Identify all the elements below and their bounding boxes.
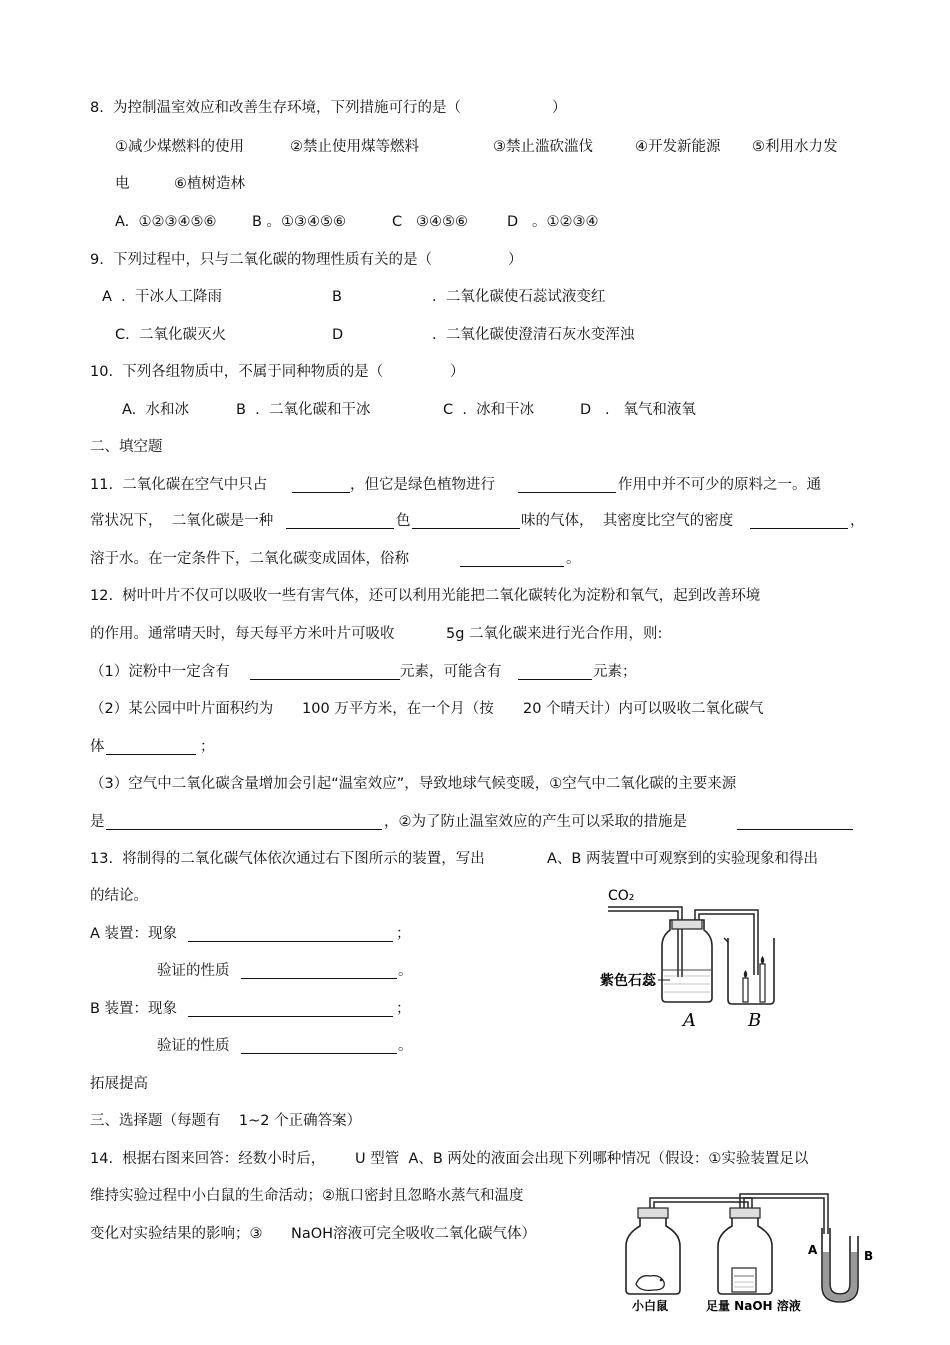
q13-b-property-blank[interactable]: [241, 1039, 397, 1054]
co2-label: CO₂: [608, 888, 635, 904]
q8-option-c: C ③④⑤⑥: [392, 214, 468, 230]
q8-measure-2: ②禁止使用煤等燃料: [290, 139, 419, 155]
apparatus-a-label: A: [683, 1010, 696, 1030]
q8-stem: 8. 为控制温室效应和改善生存环境，下列措施可行的是（: [90, 100, 462, 116]
q14-line-3b: NaOH溶液可完全吸收二氧化碳气体）: [291, 1226, 537, 1242]
mouse-label: 小白鼠: [632, 1299, 669, 1313]
q12-sub1-a: （1）淀粉中一定含有: [90, 664, 230, 680]
q9-option-d-text: . 二氧化碳使澄清石灰水变浑浊: [432, 327, 635, 343]
q10-option-b: B . 二氧化碳和干冰: [236, 402, 371, 418]
apparatus-b-label: B: [748, 1010, 762, 1030]
q14-line-3a: 变化对实验结果的影响；③: [90, 1226, 263, 1242]
q12-line-2a: 的作用。通常晴天时，每天每平方米叶片可吸收: [90, 626, 395, 642]
q12-line-2b: 5g 二氧化碳来进行光合作用，则:: [446, 626, 663, 642]
q12-sub3-c: ，②为了防止温室效应的产生可以采取的措施是: [384, 814, 687, 830]
q14-apparatus-figure: [610, 1186, 890, 1316]
section-3-heading: 三、选择题（每题有 1~2 个正确答案）: [90, 1113, 362, 1129]
q12-sub3-b: 是: [90, 814, 105, 830]
q10-option-a: A. 水和冰: [122, 402, 189, 418]
q9-option-b-letter: B: [332, 289, 342, 305]
u-tube-a-label: A: [808, 1243, 818, 1257]
q9-option-b-text: . 二氧化碳使石蕊试液变红: [432, 289, 606, 305]
q12-blank-2[interactable]: [518, 665, 592, 680]
q11-part-6: 味的气体， 其密度比空气的密度: [521, 513, 734, 529]
q12-sub1-b: 元素，可能含有: [400, 664, 502, 680]
q11-blank-4[interactable]: [412, 514, 520, 529]
q11-blank-6[interactable]: [460, 552, 564, 567]
q9-option-c: C. 二氧化碳灭火: [115, 327, 226, 343]
q11-part-3: 作用中并不可少的原料之一。通: [618, 477, 821, 493]
q13-a-period: 。: [398, 963, 413, 979]
q8-measure-6: ⑥植树造林: [174, 176, 245, 192]
section-2-heading: 二、填空题: [90, 439, 163, 455]
q12-sub3-a: （3）空气中二氧化碳含量增加会引起“温室效应”，导致地球气候变暖，①空气中二氧化碳的主要来源: [90, 776, 737, 792]
q9-option-d-letter: D: [332, 327, 344, 343]
q10-paren-close: ）: [450, 364, 465, 380]
q8-paren-close: ）: [552, 100, 567, 116]
q8-measure-1: ①减少煤燃料的使用: [115, 139, 244, 155]
q13-a-phenomenon-blank[interactable]: [188, 927, 393, 942]
q13-line-1b: A、B 两装置中可观察到的实验现象和得出: [547, 851, 818, 867]
q10-option-c: C . 冰和干冰: [443, 402, 535, 418]
q11-part-7: ，: [850, 513, 865, 529]
q11-part-9: 。: [566, 551, 581, 567]
q12-sub2-a: （2）某公园中叶片面积约为: [90, 701, 274, 717]
q13-b-phenomenon-blank[interactable]: [188, 1002, 393, 1017]
q13-line-1a: 13. 将制得的二氧化碳气体依次通过右下图所示的装置，写出: [90, 851, 485, 867]
q8-option-d: D 。①②③④: [507, 214, 599, 230]
q14-line-1a: 14. 根据右图来回答：经数小时后，: [90, 1151, 326, 1167]
q9-stem: 9. 下列过程中，只与二氧化碳的物理性质有关的是（: [90, 252, 433, 268]
q13-b-semicolon: ；: [396, 1001, 411, 1017]
q13-a-semicolon: ；: [396, 926, 411, 942]
q13-b-property-label: 验证的性质: [157, 1038, 230, 1054]
q11-blank-3[interactable]: [286, 514, 394, 529]
q13-a-phenomenon-label: A 装置：现象: [90, 926, 178, 942]
naoh-label: 足量 NaOH 溶液: [706, 1299, 801, 1313]
q8-measure-4: ④开发新能源: [635, 139, 721, 155]
q11-part-2: ，但它是绿色植物进行: [350, 477, 495, 493]
extend-heading: 拓展提高: [90, 1076, 148, 1092]
q12-sub1-c: 元素；: [593, 664, 637, 680]
q11-part-1: 11. 二氧化碳在空气中只占: [90, 477, 268, 493]
q11-part-8: 溶于水。在一定条件下，二氧化碳变成固体，俗称: [90, 551, 409, 567]
q14-line-2: 维持实验过程中小白鼠的生命活动；②瓶口密封且忽略水蒸气和温度: [90, 1188, 524, 1204]
q12-blank-4[interactable]: [106, 815, 382, 830]
q8-option-a: A. ①②③④⑤⑥: [115, 214, 217, 230]
q11-blank-2[interactable]: [518, 478, 616, 493]
q12-sub2-e: ；: [200, 739, 215, 755]
q11-part-4: 常状况下， 二氧化碳是一种: [90, 513, 274, 529]
q13-apparatus-figure: [600, 880, 790, 1030]
q12-blank-5[interactable]: [737, 815, 853, 830]
q12-blank-3[interactable]: [106, 740, 196, 755]
q13-b-period: 。: [398, 1038, 413, 1054]
q10-option-d: D . 氧气和液氧: [580, 402, 696, 418]
q9-paren-close: ）: [508, 252, 523, 268]
q8-measure-3: ③禁止滥砍滥伐: [493, 139, 593, 155]
q9-option-a: A . 干冰人工降雨: [102, 289, 222, 305]
q12-sub2-d: 体: [90, 739, 105, 755]
q12-sub2-c: 20 个晴天计）内可以吸收二氧化碳气: [523, 701, 764, 717]
q12-blank-1[interactable]: [250, 665, 400, 680]
q10-stem: 10. 下列各组物质中，不属于同种物质的是（: [90, 364, 384, 380]
q13-b-phenomenon-label: B 装置：现象: [90, 1001, 178, 1017]
q8-measure-5a: ⑤利用水力发: [752, 139, 838, 155]
q11-blank-1[interactable]: [292, 478, 350, 493]
u-tube-b-label: B: [864, 1249, 874, 1263]
q13-a-property-blank[interactable]: [241, 964, 397, 979]
q12-line-1: 12. 树叶叶片不仅可以吸收一些有害气体，还可以利用光能把二氧化碳转化为淀粉和氧气，起到改善环境: [90, 588, 761, 604]
q8-measure-5b: 电: [115, 176, 130, 192]
q13-a-property-label: 验证的性质: [157, 963, 230, 979]
litmus-label: 紫色石蕊: [600, 973, 656, 989]
q11-part-5: 色: [396, 513, 411, 529]
q13-line-2: 的结论。: [90, 888, 148, 904]
q14-line-1b: U 型管 A、B 两处的液面会出现下列哪种情况（假设：①实验装置足以: [355, 1151, 809, 1167]
q8-option-b: B 。①③④⑤⑥: [252, 214, 347, 230]
q12-sub2-b: 100 万平方米，在一个月（按: [302, 701, 494, 717]
q11-blank-5[interactable]: [750, 514, 848, 529]
